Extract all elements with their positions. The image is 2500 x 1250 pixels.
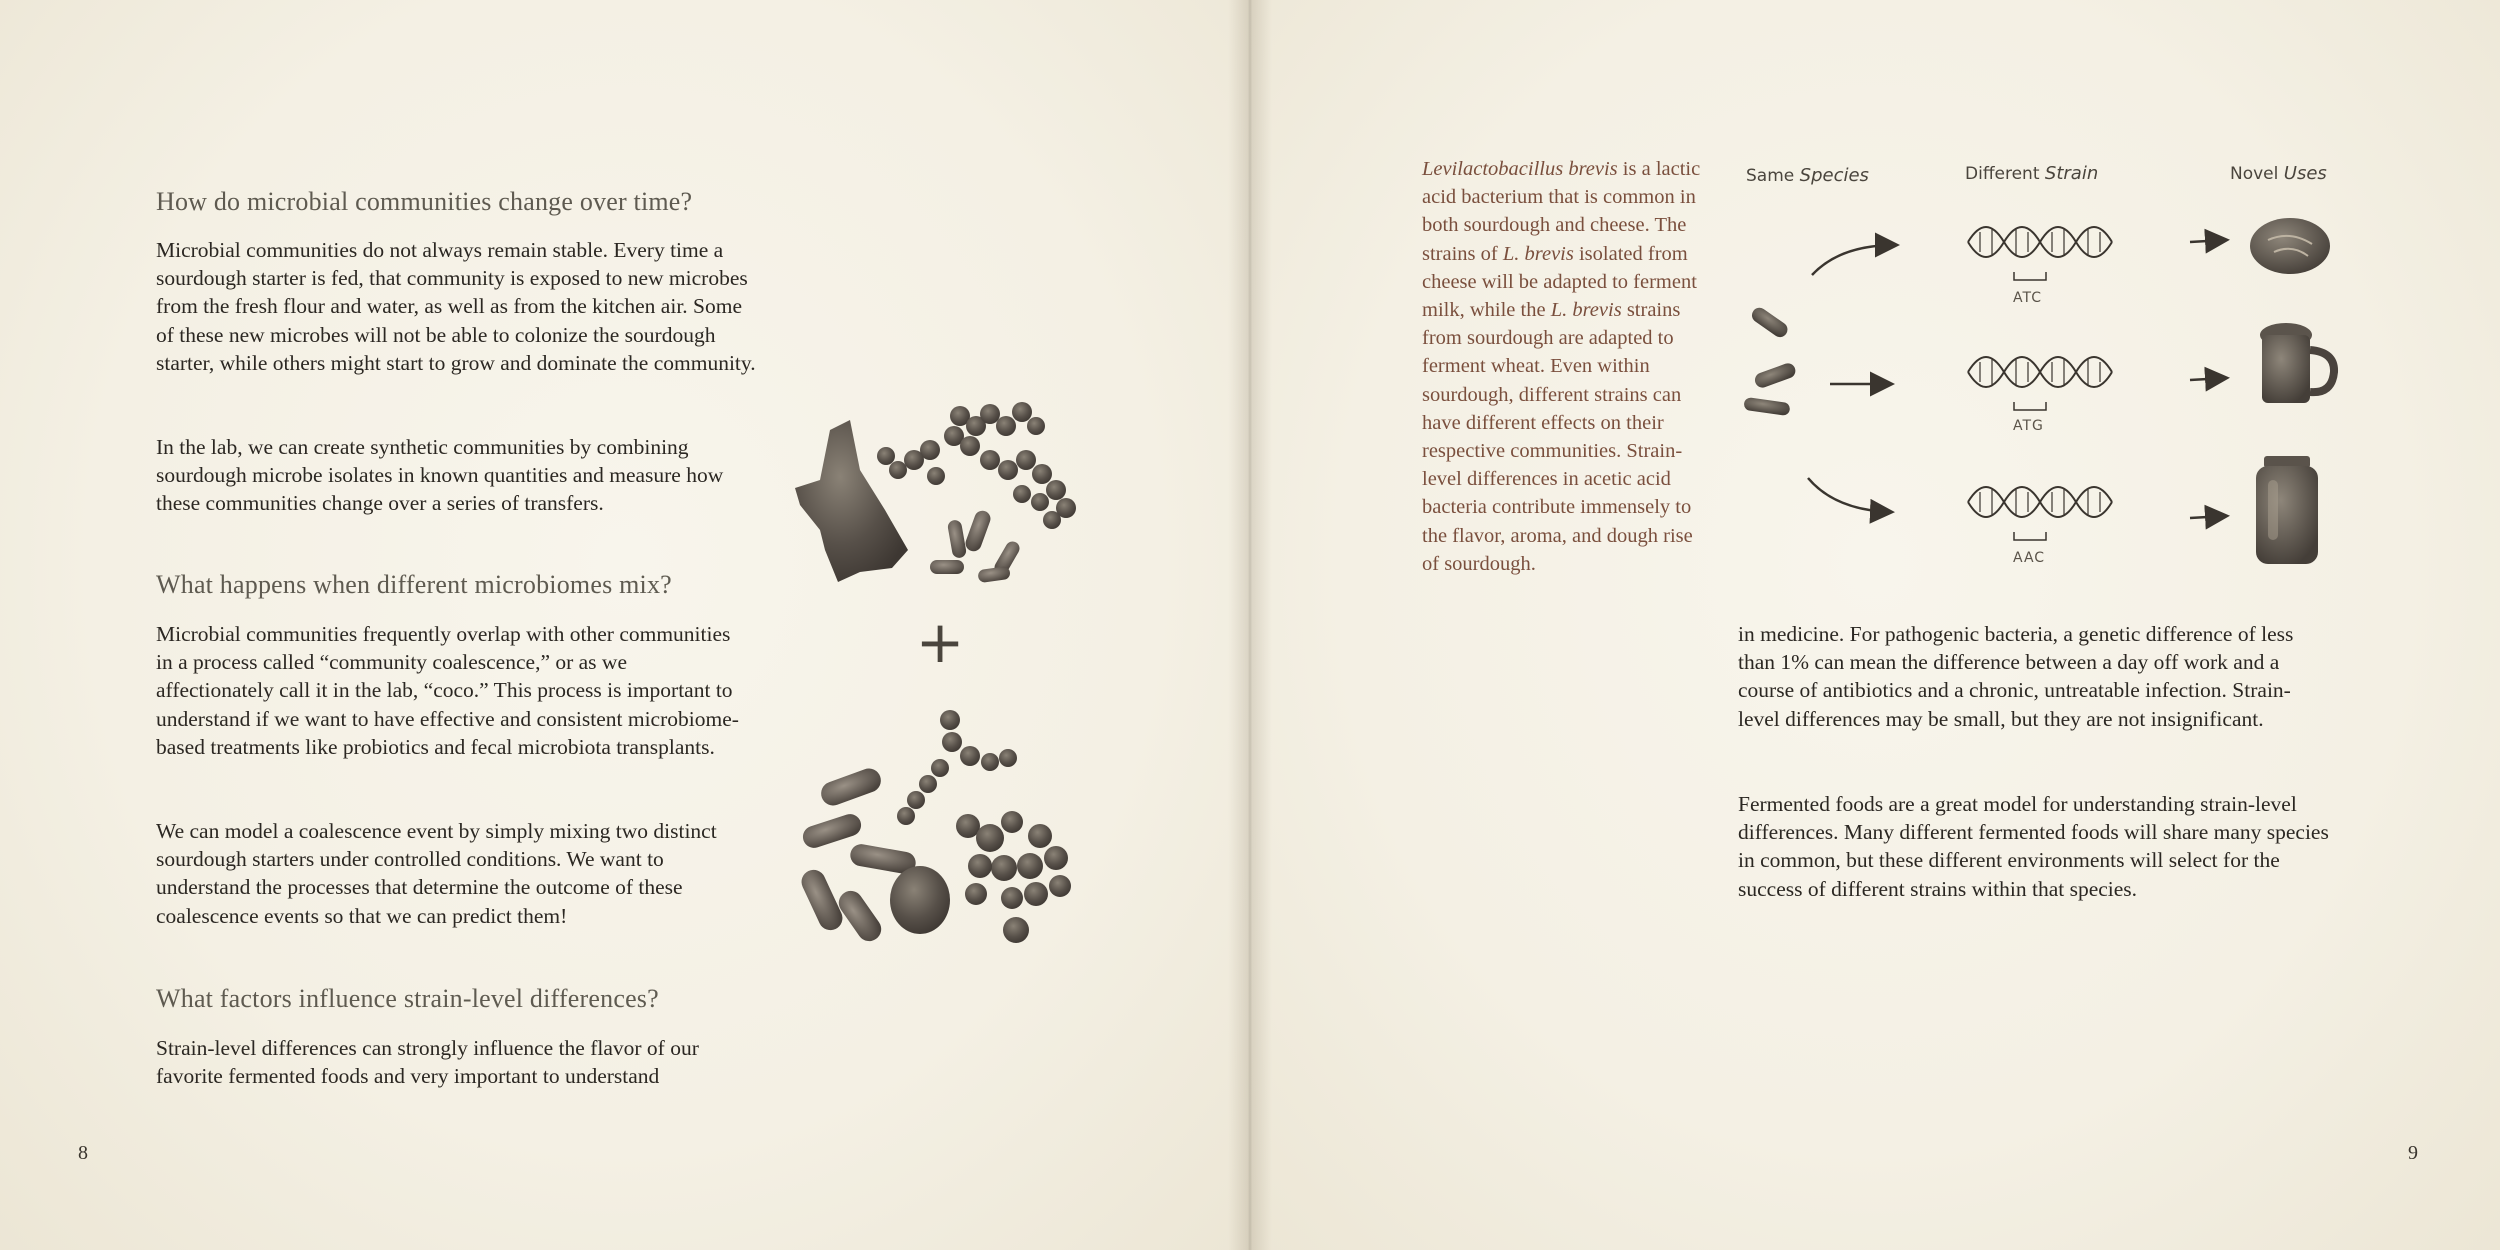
beer-mug-icon [2260,323,2334,403]
label-different-strain [1965,163,2098,184]
codon-label-2: ATG [2013,418,2044,434]
heading-strain-factors: What factors influence strain-level differences? [156,984,659,1013]
paragraph-community-coalescence: Microbial communities frequently overlap with other communities in a process called “community coalescence,” or as we affectionately call it in the lab, “coco.” This process is important to understand if we want to have effective and consistent microbiome-based treatments like probiotics and fecal microbiota transplants. [156,622,739,759]
starter-community-one-icon [795,402,1076,583]
label-species-word: Species [1799,165,1869,186]
microbe-mixing-illustration [790,390,1090,950]
species-abbrev-2: L. brevis [1550,299,1622,322]
strain-diagram [1740,200,2340,580]
heading-microbiomes-mix: What happens when different microbiomes mix? [156,570,672,599]
paragraph-communities-stability: Microbial communities do not always remain stable. Every time a sourdough starter is fed, that community is exposed to new microbes from the fresh flour and water, as well as from the kitchen air. Some of these new microbes will not be able to colonize the sourdough starter, while others might start to grow and dominate the community. [156,238,756,375]
sidebar-l-brevis [1422,155,1712,578]
sidebar-text-3: strains from sourdough are adapted to ferment wheat. Even within sourdough, different strains can have different effects on their respective communities. Strain-level differences in acetic acid bacteria contribute immensely to the flavor, aroma, and dough rise of sourdough. [1422,299,1693,575]
paragraph-coalescence-model: We can model a coalescence event by simply mixing two distinct sourdough starters under controlled conditions. We want to understand the processes that determine the outcome of these coalescence events so that we can predict them! [156,819,717,928]
dna-helix-icon-1 [1968,227,2112,280]
sidebar-text-1: is a lactic acid bacterium that is common in both sourdough and cheese. The strains of [1422,158,1701,265]
label-uses-word: Uses [2283,163,2327,184]
page-number-right: 9 [2408,1142,2418,1164]
label-novel-uses [2230,163,2327,184]
species-abbrev-1: L. brevis [1502,242,1574,265]
page-number-left: 8 [78,1142,88,1164]
paragraph-synthetic-communities: In the lab, we can create synthetic communities by combining sourdough microbe isolates in known quantities and measure how these communities change over a series of transfers. [156,435,724,516]
dna-helix-icon-3 [1968,487,2112,540]
label-different-prefix: Different [1965,164,2045,184]
bread-loaf-icon [2250,218,2330,274]
label-same-species [1746,165,1869,186]
paragraph-strain-intro: Strain-level differences can strongly influence the flavor of our favorite fermented foods and very important to understand [156,1036,699,1089]
plus-sign: + [915,608,965,676]
codon-label-3: AAC [2013,550,2046,566]
paragraph-fermented-foods: Fermented foods are a great model for understanding strain-level differences. Many different fermented foods will share many species in common, but these different environments will select for the success of different strains within that species. [1738,792,2329,901]
starter-community-two-icon [798,710,1071,946]
label-novel-prefix: Novel [2230,164,2284,184]
bacteria-cells-icon [1743,305,1797,416]
sidebar-text-2: isolated from cheese will be adapted to ferment milk, while the [1422,242,1697,322]
species-name: Levilactobacillus brevis [1422,158,1618,180]
heading-communities-over-time: How do microbial communities change over time? [156,187,693,216]
codon-label-1: ATC [2013,290,2042,306]
label-strain-word: Strain [2044,163,2099,184]
label-same-prefix: Same [1746,166,1800,186]
dna-helix-icon-2 [1968,357,2112,410]
paragraph-pathogenic-bacteria: in medicine. For pathogenic bacteria, a genetic difference of less than 1% can mean the difference between a day off work and a course of antibiotics and a chronic, untreatable infection. Strain-level differences may be small, but they are not insignificant. [1738,622,2294,731]
book-gutter [1228,0,1272,1250]
jar-icon [2256,456,2318,564]
